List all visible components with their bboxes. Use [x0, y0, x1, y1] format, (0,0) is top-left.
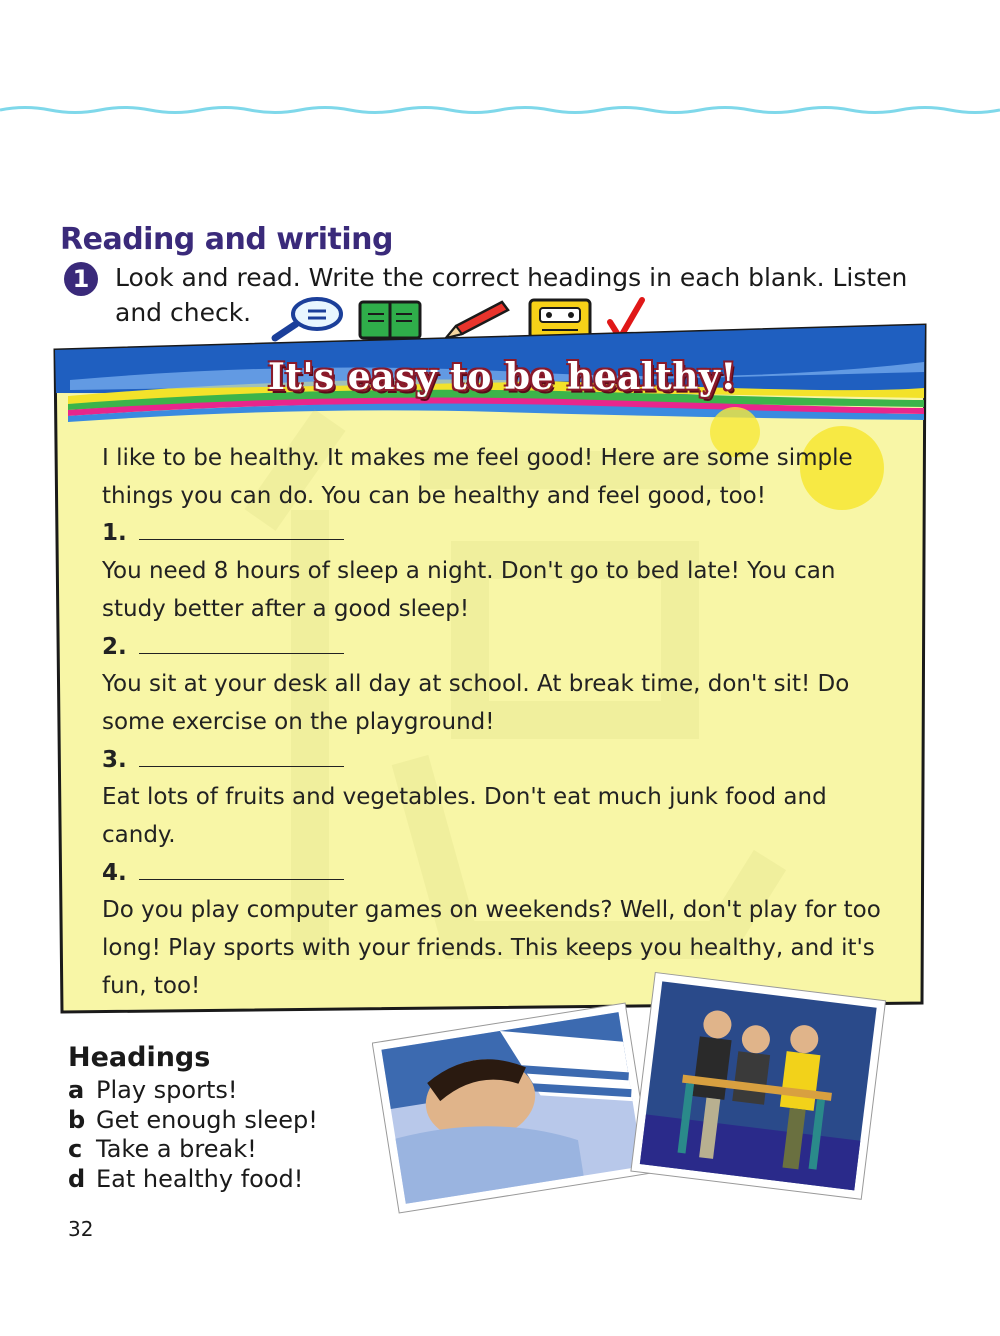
- article-title: It's easy to be healthy!: [268, 356, 737, 398]
- section-number: 2.: [102, 633, 127, 660]
- answer-blank-2[interactable]: [139, 629, 344, 654]
- heading-letter: b: [68, 1105, 86, 1134]
- answer-blank-3[interactable]: [139, 742, 344, 767]
- section-text: Eat lots of fruits and vegetables. Don't eat much junk food and candy.: [102, 784, 827, 849]
- heading-option: [68, 1106, 318, 1136]
- section-text: You need 8 hours of sleep a night. Don't go to bed late! You can study better after a good sleep!: [102, 558, 836, 622]
- answer-blank-4[interactable]: [139, 855, 344, 880]
- heading-letter: d: [68, 1164, 86, 1193]
- heading-option: [68, 1165, 318, 1195]
- article-body: [102, 440, 887, 1006]
- heading-letter: c: [68, 1135, 83, 1163]
- heading-option: [68, 1076, 318, 1106]
- article-section-2: [102, 629, 887, 742]
- exercise-number-badge: 1: [64, 262, 98, 296]
- heading-option: [68, 1135, 318, 1165]
- headings-title: Headings: [68, 1042, 211, 1073]
- section-text: You sit at your desk all day at school. At break time, don't sit! Do some exercise on the playground!: [102, 671, 850, 735]
- sleeping-boy-photo: [372, 1000, 652, 1215]
- page-number: 32: [68, 1217, 94, 1241]
- heading-text: Play sports!: [96, 1076, 238, 1104]
- section-title: Reading and writing: [60, 222, 393, 257]
- section-number: 4.: [102, 859, 127, 886]
- section-text: Do you play computer games on weekends? Well, don't play for too long! Play sports with your friends. This keeps you healthy, and it's fun, too!: [102, 897, 881, 999]
- heading-text: Get enough sleep!: [96, 1105, 318, 1134]
- article-section-1: [102, 515, 887, 628]
- headings-list: [68, 1076, 318, 1194]
- exercise-instruction: Look and read. Write the correct headings in each blank. Listen and check.: [115, 263, 908, 327]
- answer-blank-1[interactable]: [139, 515, 344, 540]
- friends-playing-photo: [628, 968, 890, 1208]
- heading-text: Eat healthy food!: [96, 1164, 304, 1193]
- article-intro: I like to be healthy. It makes me feel good! Here are some simple things you can do. You can be healthy and feel good, too!: [102, 445, 853, 509]
- article-section-3: [102, 742, 887, 855]
- heading-letter: a: [68, 1076, 85, 1104]
- section-number: 3.: [102, 746, 127, 773]
- section-number: 1.: [102, 520, 127, 547]
- heading-text: Take a break!: [96, 1135, 257, 1163]
